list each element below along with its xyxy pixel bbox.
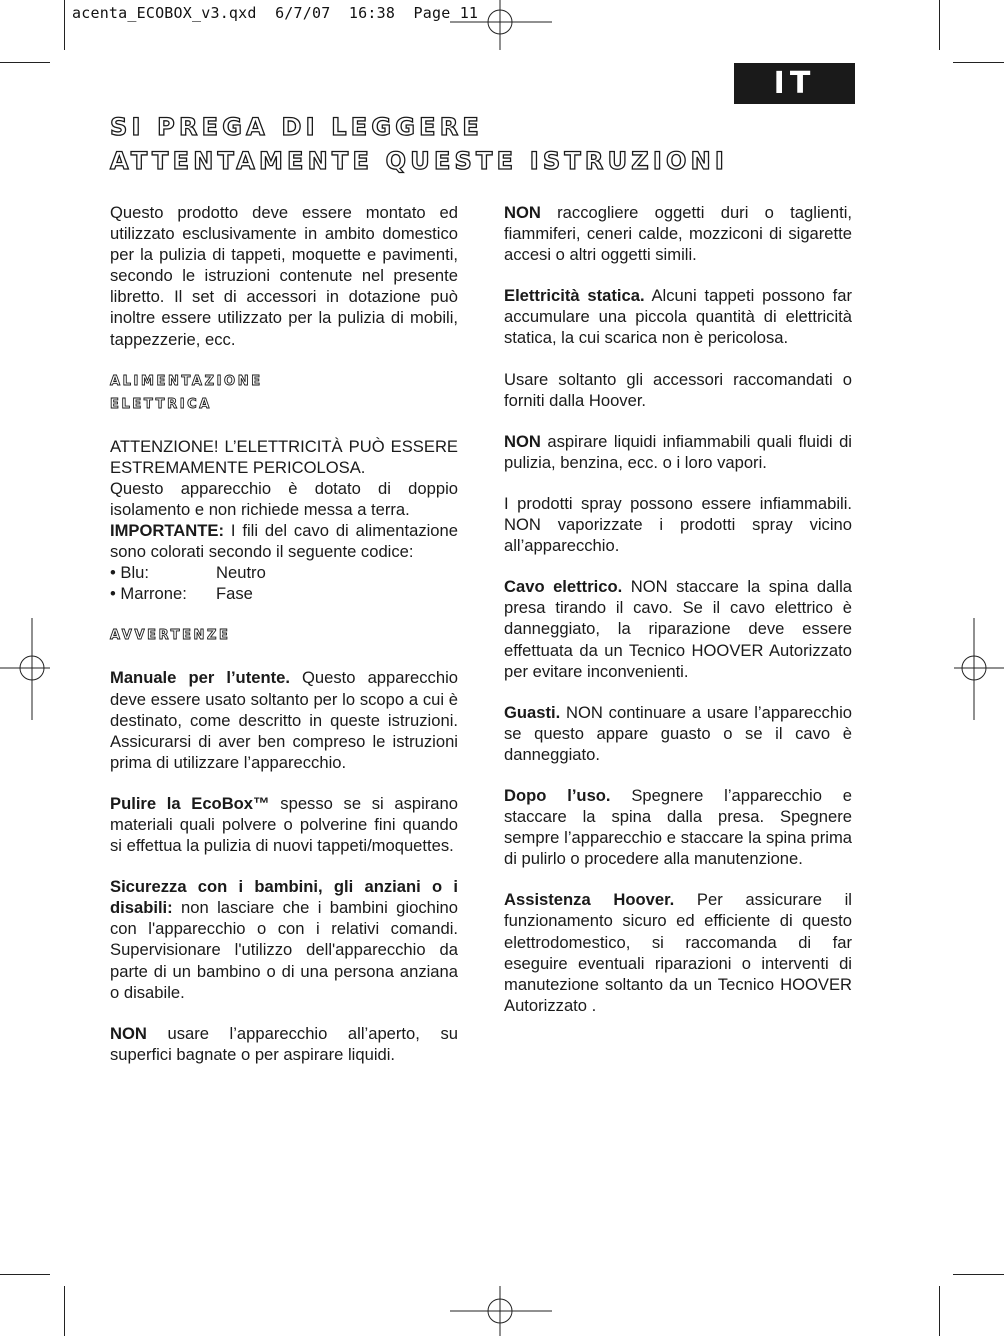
language-badge: IT (734, 63, 855, 104)
crop-mark-top-right-v (939, 0, 940, 50)
collect-label: NON (504, 203, 541, 222)
wire-blue-value: Neutro (216, 563, 266, 583)
static-text: Alcuni tappeti possono far accumulare una piccola quantità di elettricità statica, la cui scarica non è pericolosa. (504, 286, 852, 348)
liquids-label: NON (504, 431, 541, 451)
cable-text: NON staccare la spina dalla presa tirando il cavo. Se il cavo elettrico è danneggiato, la riparazione deve essere effettuata da un Tecnico HOOVER Autorizzato per evitare inconvenienti. (504, 577, 852, 681)
registration-mark-top-icon (450, 0, 552, 50)
manual-text: Questo apparecchio deve essere usato soltanto per lo scopo a cui è destinato, come descritto in queste istruzioni. Assicurarsi di aver ben compreso le istruzioni prima di utilizzare l’apparecchio. (110, 668, 458, 772)
wire-blue-key: • Blu: (110, 563, 150, 583)
crop-mark-bottom-right-h (953, 1274, 1004, 1275)
clean-paragraph (110, 793, 458, 856)
crop-mark-bottom-left-h (0, 1274, 50, 1275)
warnings-heading: AVVERTENZE (110, 628, 231, 644)
outdoor-label: NON (110, 1023, 147, 1043)
service-text: Per assicurare il funzionamento sicuro ed efficiente di questo elettrodomestico, si raccomanda di far eseguire eventuali riparazioni o interventi di manutezione soltanto da un Tecnico HOOVER Autorizzato . (504, 890, 852, 1015)
safety-text: non lasciare che i bambini giochino con l'apparecchio o con i relativi comandi. Supervisionare l'utilizzo dell'apparecchio da parte di un bambino o di una persona anziana o disabile. (110, 898, 458, 1002)
after-use-text: Spegnere l’apparecchio e staccare la spina dalla presa. Spegnere sempre l’apparecchio e staccare la spina prima di pulirlo o procedere alla manutenzione. (504, 785, 852, 869)
fault-label: Guasti. (504, 702, 561, 722)
after-use-paragraph (504, 785, 852, 869)
right-column (504, 202, 852, 1036)
cable-paragraph (504, 576, 852, 681)
page-title-line-1: SI PREGA DI LEGGERE (110, 113, 484, 141)
wire-code-brown (110, 583, 458, 604)
after-use-label: Dopo l’uso. (504, 785, 611, 805)
crop-mark-bottom-right-v (939, 1286, 940, 1336)
fault-text: NON continuare a usare l’apparecchio se questo appare guasto o se il cavo è danneggiato. (504, 702, 852, 764)
service-paragraph (504, 889, 852, 1016)
important-text: I fili del cavo di alimentazione sono colorati secondo il seguente codice: (110, 521, 458, 562)
liquids-text: aspirare liquidi infiammabili quali fluidi di pulizia, benzina, ecc. o i loro vapori. (504, 431, 852, 472)
collect-paragraph (504, 202, 852, 265)
registration-mark-right-icon (954, 618, 1004, 720)
power-heading-line-1: ALIMENTAZIONE (110, 373, 263, 389)
page-title (110, 110, 870, 178)
crop-mark-top-left-h (0, 62, 50, 63)
safety-paragraph (110, 876, 458, 1003)
page-title-line-2: ATTENTAMENTE QUESTE ISTRUZIONI (110, 147, 729, 175)
cable-label: Cavo elettrico. (504, 577, 623, 597)
liquids-paragraph (504, 431, 852, 473)
registration-mark-bottom-icon (450, 1286, 552, 1336)
outdoor-paragraph (110, 1023, 458, 1065)
outdoor-text: usare l’apparecchio all’aperto, su superfici bagnate o per aspirare liquidi. (110, 1023, 458, 1064)
attention-paragraph: ATTENZIONE! L’ELETTRICITÀ PUÒ ESSERE ESTREMAMENTE PERICOLOSA. (110, 436, 458, 477)
print-slug: acenta_ECOBOX_v3.qxd 6/7/07 16:38 Page 11 (72, 4, 479, 22)
intro-paragraph: Questo prodotto deve essere montato ed utilizzato esclusivamente in ambito domestico per la pulizia di tappeti, moquette e pavimenti, secondo le istruzioni contenute nel presente libretto. Il set di accessori in dotazione può inoltre essere utilizzato per la pulizia di mobili, tappezzerie, ecc. (110, 203, 458, 349)
important-label: IMPORTANTE: (110, 521, 224, 541)
manual-label: Manuale per l’utente. (110, 668, 290, 688)
manual-paragraph (110, 667, 458, 772)
power-supply-heading (110, 370, 458, 416)
registration-mark-left-icon (0, 618, 50, 720)
important-paragraph (110, 520, 458, 562)
clean-text: spesso se si aspirano materiali quali polvere o polverine fini quando si effettua la pulizia di nuovi tappeti/moquettes. (110, 793, 458, 856)
power-heading-line-2: ELETTRICA (110, 396, 212, 412)
fault-paragraph (504, 702, 852, 765)
service-label: Assistenza Hoover. (504, 890, 675, 910)
collect-text: raccogliere oggetti duri o taglienti, fiammiferi, ceneri calde, mozziconi di sigarette accesi o altri oggetti simili. (504, 203, 852, 265)
wire-code-blue (110, 562, 458, 583)
wire-brown-value: Fase (216, 584, 253, 604)
insulation-paragraph: Questo apparecchio è dotato di doppio isolamento e non richiede messa a terra. (110, 478, 458, 519)
crop-mark-bottom-left-v (64, 1286, 65, 1336)
crop-mark-top-left-v (64, 0, 65, 50)
wire-brown-key: • Marrone: (110, 584, 187, 604)
clean-label: Pulire la EcoBox™ (110, 793, 270, 813)
spray-paragraph: I prodotti spray possono essere infiammabili. NON vaporizzate i prodotti spray vicino all’apparecchio. (504, 493, 852, 556)
safety-label: Sicurezza con i bambini, gli anziani o i disabili: (110, 877, 458, 918)
static-label: Elettricità statica. (504, 286, 645, 306)
accessories-paragraph: Usare soltanto gli accessori raccomandati o forniti dalla Hoover. (504, 369, 852, 410)
static-paragraph (504, 285, 852, 348)
crop-mark-top-right-h (953, 62, 1004, 63)
left-column (110, 202, 458, 1085)
